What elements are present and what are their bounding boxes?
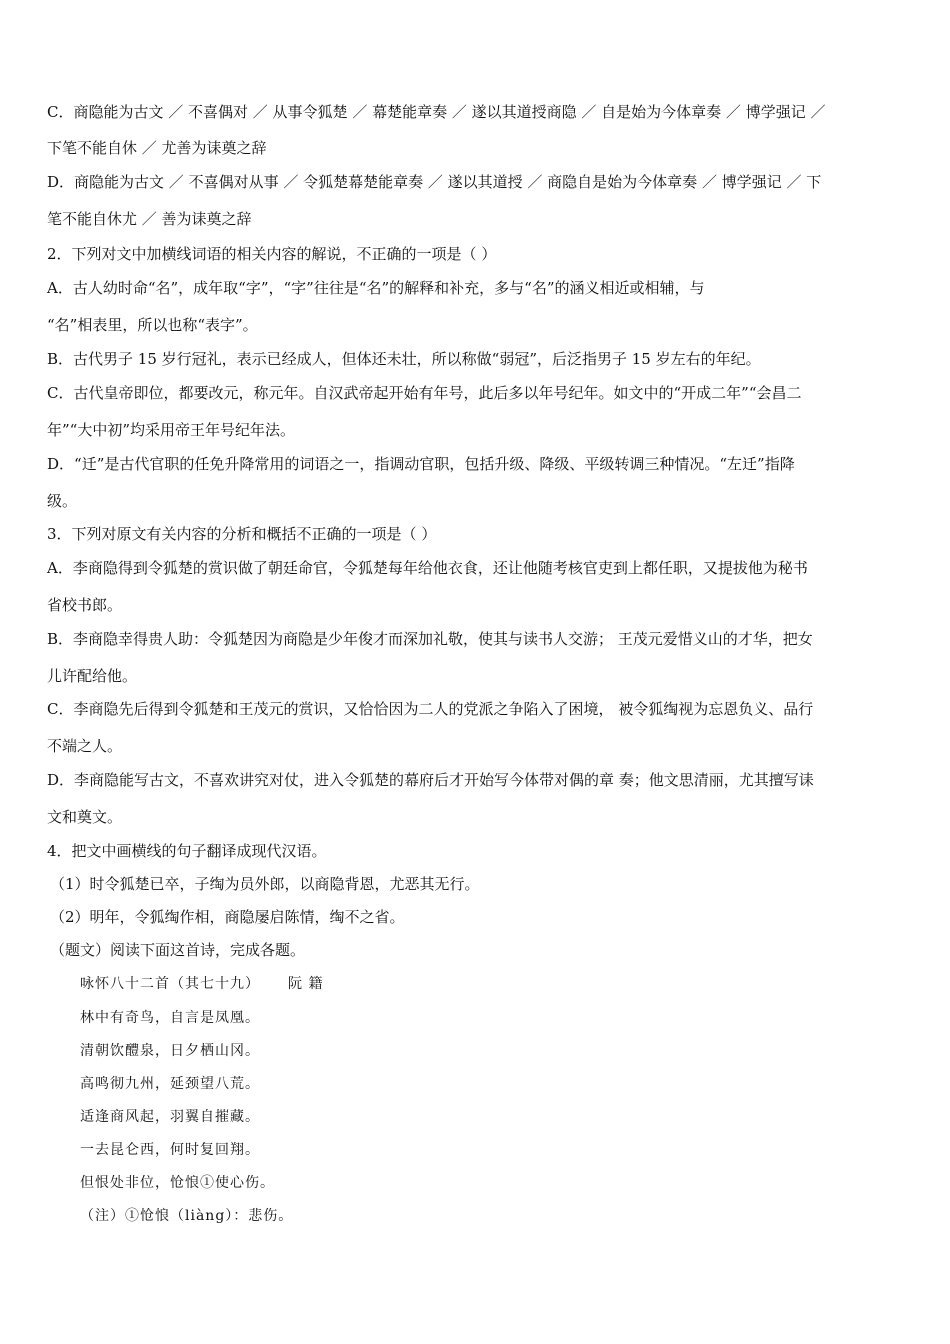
q2-option-d-line1: D．“迁”是古代官职的任免升降常用的词语之一，指调动官职，包括升级、降级、平级转调三种情况。“左迁”指降 [47, 455, 795, 473]
poem-line-3: 高鸣彻九州，延颈望八荒。 [80, 1076, 260, 1092]
q3-option-a-line2: 省校书郎。 [47, 596, 123, 614]
poem-line-6: 但恨处非位，怆悢①使心伤。 [80, 1175, 275, 1191]
q3-option-c-line1: C．李商隐先后得到令狐楚和王茂元的赏识，又恰恰因为二人的党派之争陷入了困境， 被令狐绹视为忘恩负义、品行 [47, 700, 814, 718]
q3-option-b-line2: 儿许配给他。 [47, 667, 138, 685]
poem-intro: （题文）阅读下面这首诗，完成各题。 [50, 941, 306, 959]
q3-option-a-line1: A．李商隐得到令狐楚的赏识做了朝廷命官，令狐楚每年给他衣食，还让他随考核官吏到上都任职，又提拔他为秘书 [47, 559, 808, 577]
q1-option-c-line1: C．商隐能为古文 ／ 不喜偶对 ／ 从事令狐楚 ／ 幕楚能章奏 ／ 遂以其道授商隐 ／ 自是始为今体章奏 ／ 博学强记 ／ [47, 103, 826, 121]
q2-option-a-line2: “名”相表里，所以也称“表字”。 [47, 316, 258, 334]
q1-option-c-line2: 下笔不能自休 ／ 尤善为诔奠之辞 [47, 139, 267, 157]
poem-line-5: 一去昆仑西，何时复回翔。 [80, 1142, 260, 1158]
q4-sentence-2: （2）明年，令狐绹作相，商隐屡启陈情，绹不之省。 [50, 908, 405, 926]
q1-option-d-line2: 笔不能自休尤 ／ 善为诔奠之辞 [47, 210, 252, 228]
q2-option-b: B．古代男子 15 岁行冠礼，表示已经成人，但体还未壮，所以称做“弱冠”，后泛指男子 15 岁左右的年纪。 [47, 350, 761, 368]
q3-option-c-line2: 不端之人。 [47, 737, 123, 755]
poem-title-line [80, 974, 950, 994]
poem-line-1: 林中有奇鸟，自言是凤凰。 [80, 1010, 260, 1026]
poem-line-4: 适逢商风起，羽翼自摧藏。 [80, 1109, 260, 1125]
poem-note: （注）①怆悢（liàng）：悲伤。 [80, 1208, 294, 1224]
q3-option-d-line1: D．李商隐能写古文，不喜欢讲究对仗，进入令狐楚的幕府后才开始写今体带对偶的章 奏；他文思清丽，尤其擅写诔 [47, 771, 814, 789]
q2-stem: 2．下列对文中加横线词语的相关内容的解说，不正确的一项是（ ） [47, 245, 497, 263]
q3-option-b-line1: B．李商隐幸得贵人助：令狐楚因为商隐是少年俊才而深加礼敬，使其与读书人交游； 王茂元爱惜义山的才华，把女 [47, 630, 813, 648]
q1-option-d-line1: D．商隐能为古文 ／ 不喜偶对从事 ／ 令狐楚幕楚能章奏 ／ 遂以其道授 ／ 商隐自是始为今体章奏 ／ 博学强记 ／ 下 [47, 173, 822, 191]
q2-option-c-line2: 年”“大中初”均采用帝王年号纪年法。 [47, 421, 296, 439]
poem-author: 阮 籍 [288, 976, 324, 992]
q2-option-a-line1: A．古人幼时命“名”，成年取“字”，“字”往往是“名”的解释和补充，多与“名”的涵义相近或相辅，与 [47, 279, 705, 297]
q3-option-d-line2: 文和奠文。 [47, 808, 123, 826]
q3-stem: 3．下列对原文有关内容的分析和概括不正确的一项是（ ） [47, 525, 437, 543]
q2-option-c-line1: C．古代皇帝即位，都要改元，称元年。自汉武帝起开始有年号，此后多以年号纪年。如文中的“开成二年”“会昌二 [47, 384, 802, 402]
poem-line-2: 清朝饮醴泉，日夕栖山冈。 [80, 1043, 260, 1059]
q2-option-d-line2: 级。 [47, 492, 78, 510]
poem-title: 咏怀八十二首（其七十九） [80, 976, 260, 992]
q4-sentence-1: （1）时令狐楚已卒，子绹为员外郎，以商隐背恩，尤恶其无行。 [50, 875, 480, 893]
q4-stem: 4．把文中画横线的句子翻译成现代汉语。 [47, 842, 327, 860]
